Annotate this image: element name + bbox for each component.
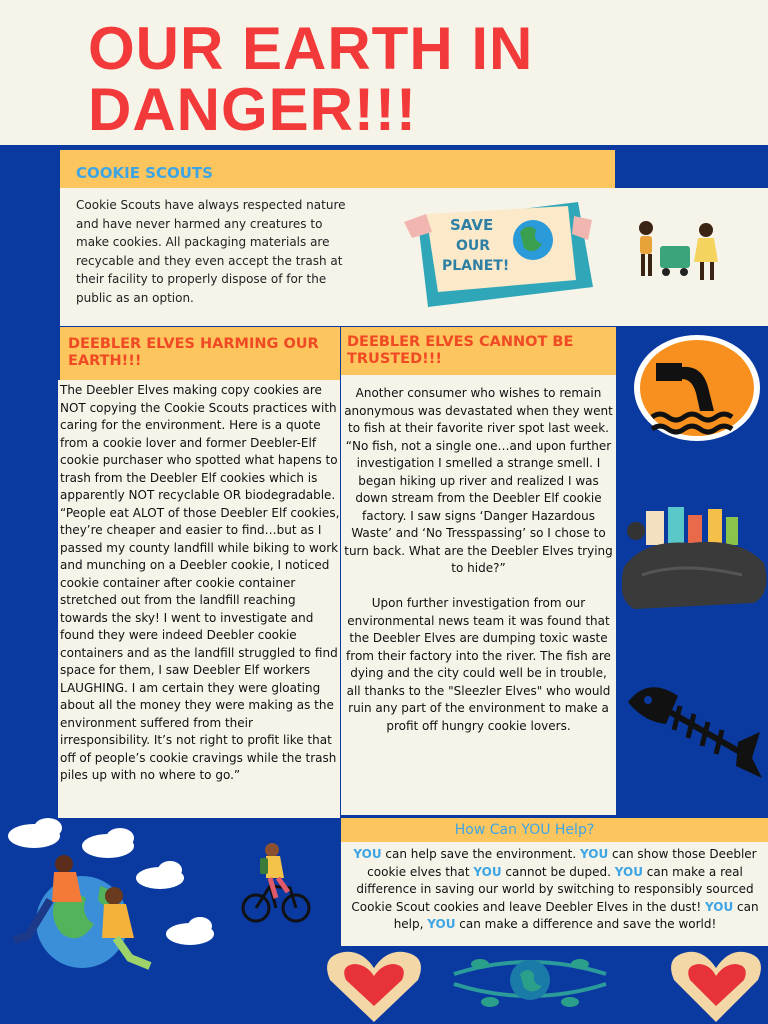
- fish-skeleton-icon: [620, 672, 768, 784]
- cyclist-illustration: [240, 840, 312, 926]
- cookie-scouts-heading: COOKIE SCOUTS: [76, 164, 213, 182]
- help-you-4: YOU: [614, 864, 643, 879]
- page-title: OUR EARTH IN DANGER!!!: [88, 15, 534, 143]
- heart-cookie-left-icon: [322, 946, 426, 1024]
- help-you-1: YOU: [353, 847, 382, 861]
- deebler-trust-body: Another consumer who wishes to remain anonymous was devastated when they went to fish at their favorite river spot last week. “No fish, not a single one…and upon further investigation I smelled a strange smell. I began hiking up river and realized I was down stream from the Deebler Elf cookie factory. I saw signs ‘Danger Hazardous Waste’ and ‘No Tresspassing’ so I chose to turn back. What are the Deebler Elves trying to hide?” Upon further investigation from our environmental news team it was found that the Deebler Elves are dumping toxic waste from their factory into the river. The fish are dying and the city could well be in trouble, all thanks to the "Sleezler Elves" who would ruin any part of the environment to make a profit off hungry cookie lovers.: [344, 386, 613, 733]
- kids-recycling-illustration: [632, 218, 724, 290]
- help-body: [345, 846, 765, 934]
- garbage-pile-icon: [622, 505, 768, 613]
- banner-line-2: OUR: [456, 238, 491, 254]
- help-text-5: can help,: [393, 899, 759, 931]
- pollution-pipe-icon: [630, 333, 764, 443]
- help-text-3: cannot be duped.: [501, 864, 615, 879]
- help-text-2: can show those Deebler cookie elves that: [367, 847, 757, 879]
- help-you-3: YOU: [473, 864, 502, 879]
- help-text-1: can help save the environment.: [381, 847, 580, 861]
- help-you-6: YOU: [427, 917, 456, 931]
- cookie-scouts-body: Cookie Scouts have always respected nature and have never harmed any creatures to make cookies. All packaging materials are recycable and they even accept the trash at their facility to properly dispose of for the public as an option.: [76, 198, 346, 305]
- help-heading: How Can YOU Help?: [454, 822, 595, 838]
- heart-cookie-right-icon: [666, 946, 766, 1024]
- cookie-scouts-heading-band: [60, 150, 615, 188]
- save-our-planet-banner: [398, 192, 598, 312]
- banner-line-1: SAVE: [450, 216, 494, 234]
- deebler-trust-heading: DEEBLER ELVES CANNOT BE TRUSTED!!!: [347, 334, 574, 367]
- earth-leaves-illustration: [450, 944, 610, 1024]
- help-text-4: can make a real difference in saving our world by switching to responsibly sourced Cookie Scout cookies and leave Deebler Elves in the dust!: [351, 864, 754, 914]
- help-you-2: YOU: [580, 847, 609, 861]
- help-text-6: can make a difference and save the world!: [455, 917, 717, 931]
- deebler-harming-heading: DEEBLER ELVES HARMING OUR EARTH!!!: [68, 336, 319, 369]
- deebler-harming-body: The Deebler Elves making copy cookies are NOT copying the Cookie Scouts practices with caring for the environment. Here is a quote from a cookie lover and former Deebler-Elf cookie purchaser who spotted what hapens to trash from the Deebler Elf cookies which is apparently NOT recyclable OR biodegradable. “People eat ALOT of those Deebler Elf cookies, they’re cheaper and easier to find…but as I passed my county landfill while biking to work and munching on a Deebler cookie, I noticed cookie container after cookie container stretched out from the landfill reaching towards the sky! I went to investigate and found they were indeed Deebler cookie containers and as the landfill struggled to find space for them, I saw Deebler Elf workers LAUGHING. I am certain they were gloating about all the money they were making as the environment suffered from their irresponsibility. It’s not right to profit like that off of people’s cookie cravings while the trash piles up with no where to go.”: [60, 383, 340, 782]
- help-heading-band: [341, 818, 768, 842]
- people-hugging-earth-illustration: [10, 852, 160, 974]
- deebler-trust-heading-band: [341, 327, 616, 377]
- help-you-5: YOU: [705, 899, 734, 914]
- banner-line-3: PLANET!: [442, 258, 510, 274]
- deebler-harming-heading-band: [60, 327, 340, 382]
